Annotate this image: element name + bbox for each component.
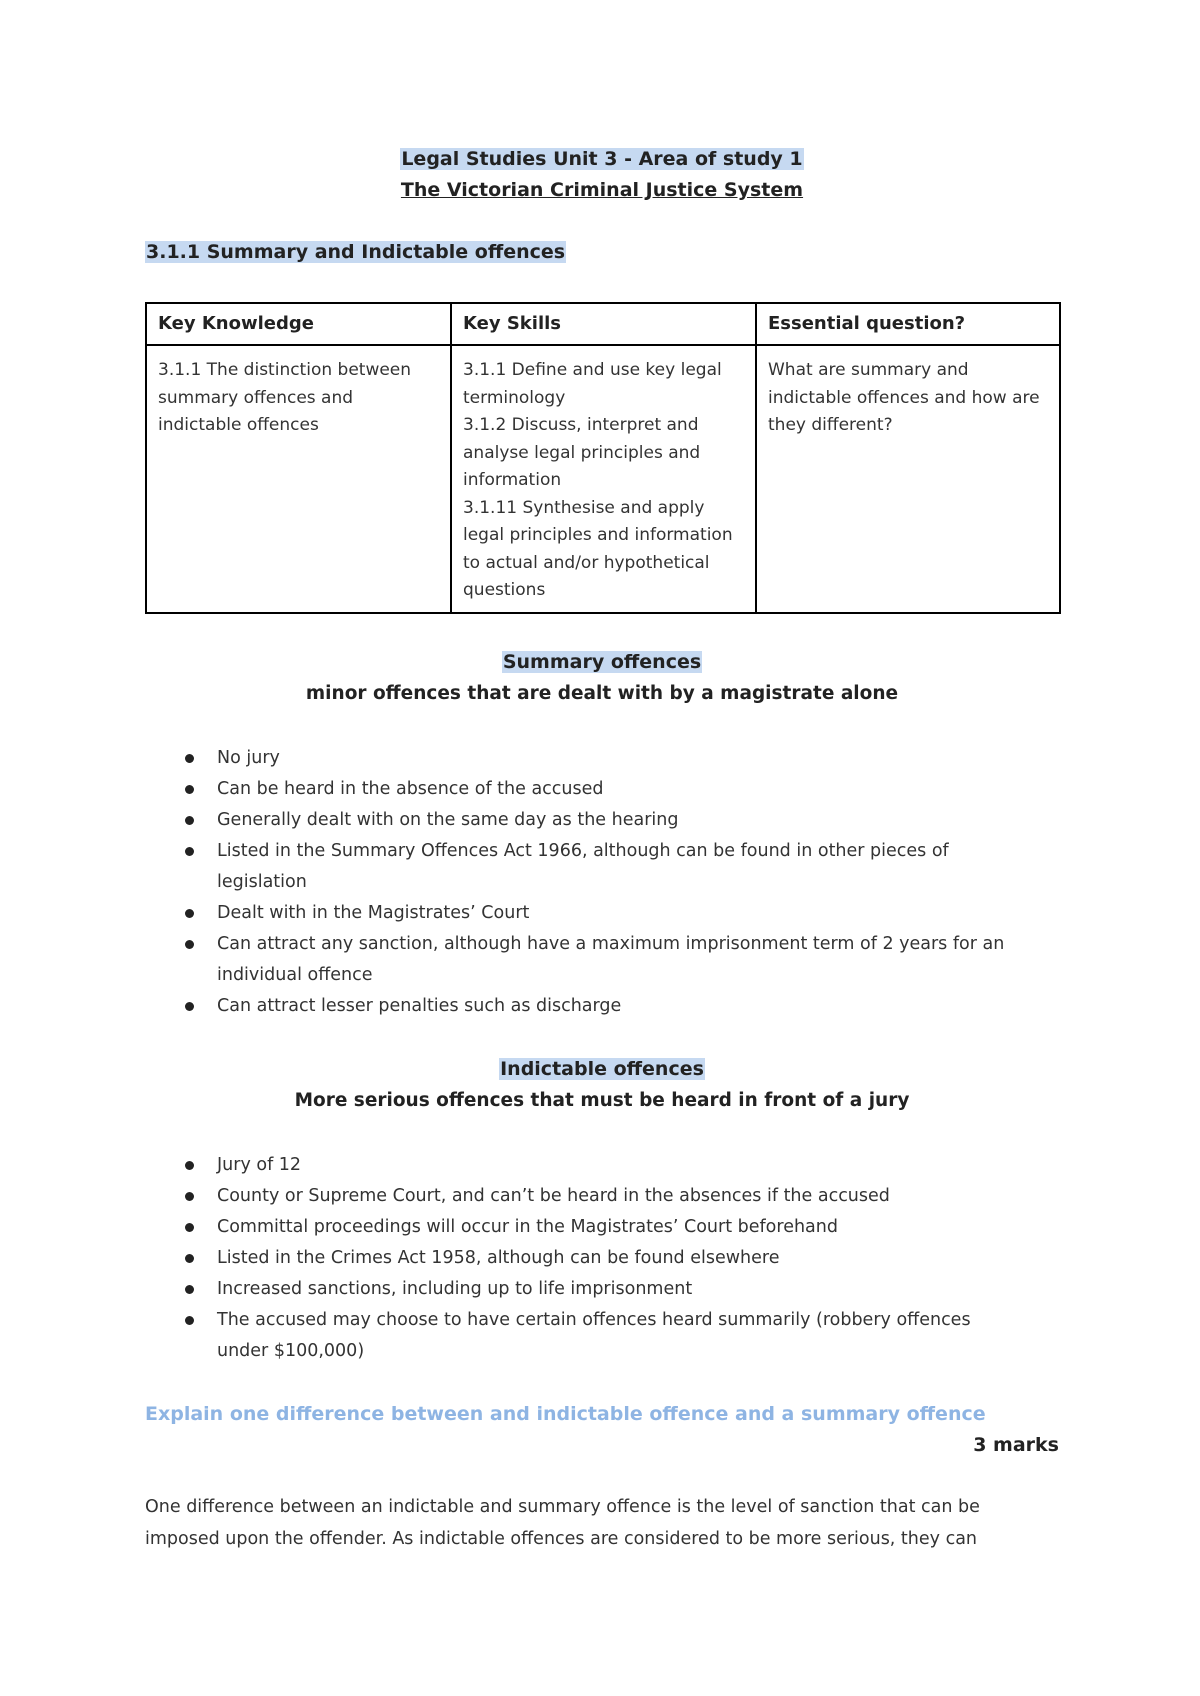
indictable-heading: Indictable offences — [500, 1058, 704, 1080]
list-item-text: Dealt with in the Magistrates’ Court — [217, 903, 530, 923]
list-item-text: Committal proceedings will occur in the Magistrates’ Court beforehand — [217, 1217, 838, 1237]
list-item — [145, 743, 1065, 774]
summary-bullet-list — [145, 743, 1065, 1022]
header-essential-question: Essential question? — [756, 303, 1060, 345]
bullet-icon — [185, 847, 194, 856]
table-header-row — [146, 303, 1060, 345]
list-item-text: No jury — [217, 748, 280, 768]
bullet-icon — [185, 1223, 194, 1232]
indictable-heading-line — [145, 1054, 1059, 1084]
summary-heading-line — [145, 647, 1059, 677]
summary-heading: Summary offences — [502, 651, 702, 673]
document-title-line — [145, 144, 1059, 174]
cell-key-skills — [451, 345, 756, 613]
bullet-icon — [185, 909, 194, 918]
cell-essential-question — [756, 345, 1060, 613]
exam-answer: One difference between an indictable and summary offence is the level of sanction that can be imposed upon the offender. As indictable offences are considered to be more serious, they can — [145, 1497, 980, 1549]
bullet-icon — [185, 1316, 194, 1325]
list-item-text: Generally dealt with on the same day as the hearing — [217, 810, 679, 830]
indictable-subheading: More serious offences that must be heard in front of a jury — [294, 1090, 910, 1111]
list-item-text: Can attract lesser penalties such as discharge — [217, 996, 622, 1016]
cell-key-knowledge — [146, 345, 451, 613]
list-item-text: Jury of 12 — [217, 1155, 302, 1175]
document-subtitle: The Victorian Criminal Justice System — [400, 179, 804, 201]
list-item — [145, 1243, 1065, 1274]
section-heading — [145, 237, 566, 267]
list-item — [145, 1181, 1065, 1212]
section-heading-text: 3.1.1 Summary and Indictable offences — [146, 241, 566, 263]
bullet-icon — [185, 940, 194, 949]
bullet-icon — [185, 1254, 194, 1263]
list-item-text: Can be heard in the absence of the accused — [217, 779, 604, 799]
header-key-skills: Key Skills — [451, 303, 756, 345]
bullet-icon — [185, 1192, 194, 1201]
header-key-knowledge: Key Knowledge — [146, 303, 451, 345]
question-item: What are summary and indictable offences and how are they different? — [768, 360, 1040, 435]
exam-question: Explain one difference between and indictable offence and a summary offence — [145, 1403, 986, 1425]
skill-item: 3.1.2 Discuss, interpret and analyse legal principles and information — [463, 415, 701, 490]
summary-subheading: minor offences that are dealt with by a magistrate alone — [305, 683, 899, 704]
bullet-icon — [185, 1002, 194, 1011]
list-item-text: Increased sanctions, including up to life imprisonment — [217, 1279, 693, 1299]
list-item — [145, 1150, 1065, 1181]
bullet-icon — [185, 1161, 194, 1170]
list-item — [145, 774, 1065, 805]
list-item — [145, 1274, 1065, 1305]
document-title: Legal Studies Unit 3 - Area of study 1 — [401, 148, 803, 170]
key-knowledge-table — [145, 302, 1061, 614]
skill-item: 3.1.11 Synthesise and apply legal principles and information to actual and/or hypothetical questions — [463, 497, 733, 600]
list-item-text: Can attract any sanction, although have a maximum imprisonment term of 2 years for an individual offence — [217, 934, 1005, 985]
bullet-icon — [185, 1285, 194, 1294]
table-row — [146, 345, 1060, 613]
document-subtitle-line — [145, 175, 1059, 205]
list-item-text: Listed in the Crimes Act 1958, although can be found elsewhere — [217, 1248, 780, 1268]
skill-item: 3.1.1 Define and use key legal terminology — [463, 360, 722, 408]
list-item — [145, 991, 1065, 1022]
list-item — [145, 1305, 1065, 1367]
list-item-text: The accused may choose to have certain offences heard summarily (robbery offences under $100,000) — [217, 1310, 971, 1361]
bullet-icon — [185, 754, 194, 763]
list-item — [145, 929, 1065, 991]
list-item — [145, 1212, 1065, 1243]
list-item-text: County or Supreme Court, and can’t be heard in the absences if the accused — [217, 1186, 890, 1206]
bullet-icon — [185, 816, 194, 825]
list-item — [145, 898, 1065, 929]
bullet-icon — [185, 785, 194, 794]
list-item — [145, 805, 1065, 836]
indictable-bullet-list — [145, 1150, 1065, 1367]
list-item-text: Listed in the Summary Offences Act 1966, although can be found in other pieces of legislation — [217, 841, 949, 892]
exam-marks: 3 marks — [973, 1434, 1059, 1456]
knowledge-item: 3.1.1 The distinction between summary offences and indictable offences — [158, 360, 412, 435]
list-item — [145, 836, 1065, 898]
